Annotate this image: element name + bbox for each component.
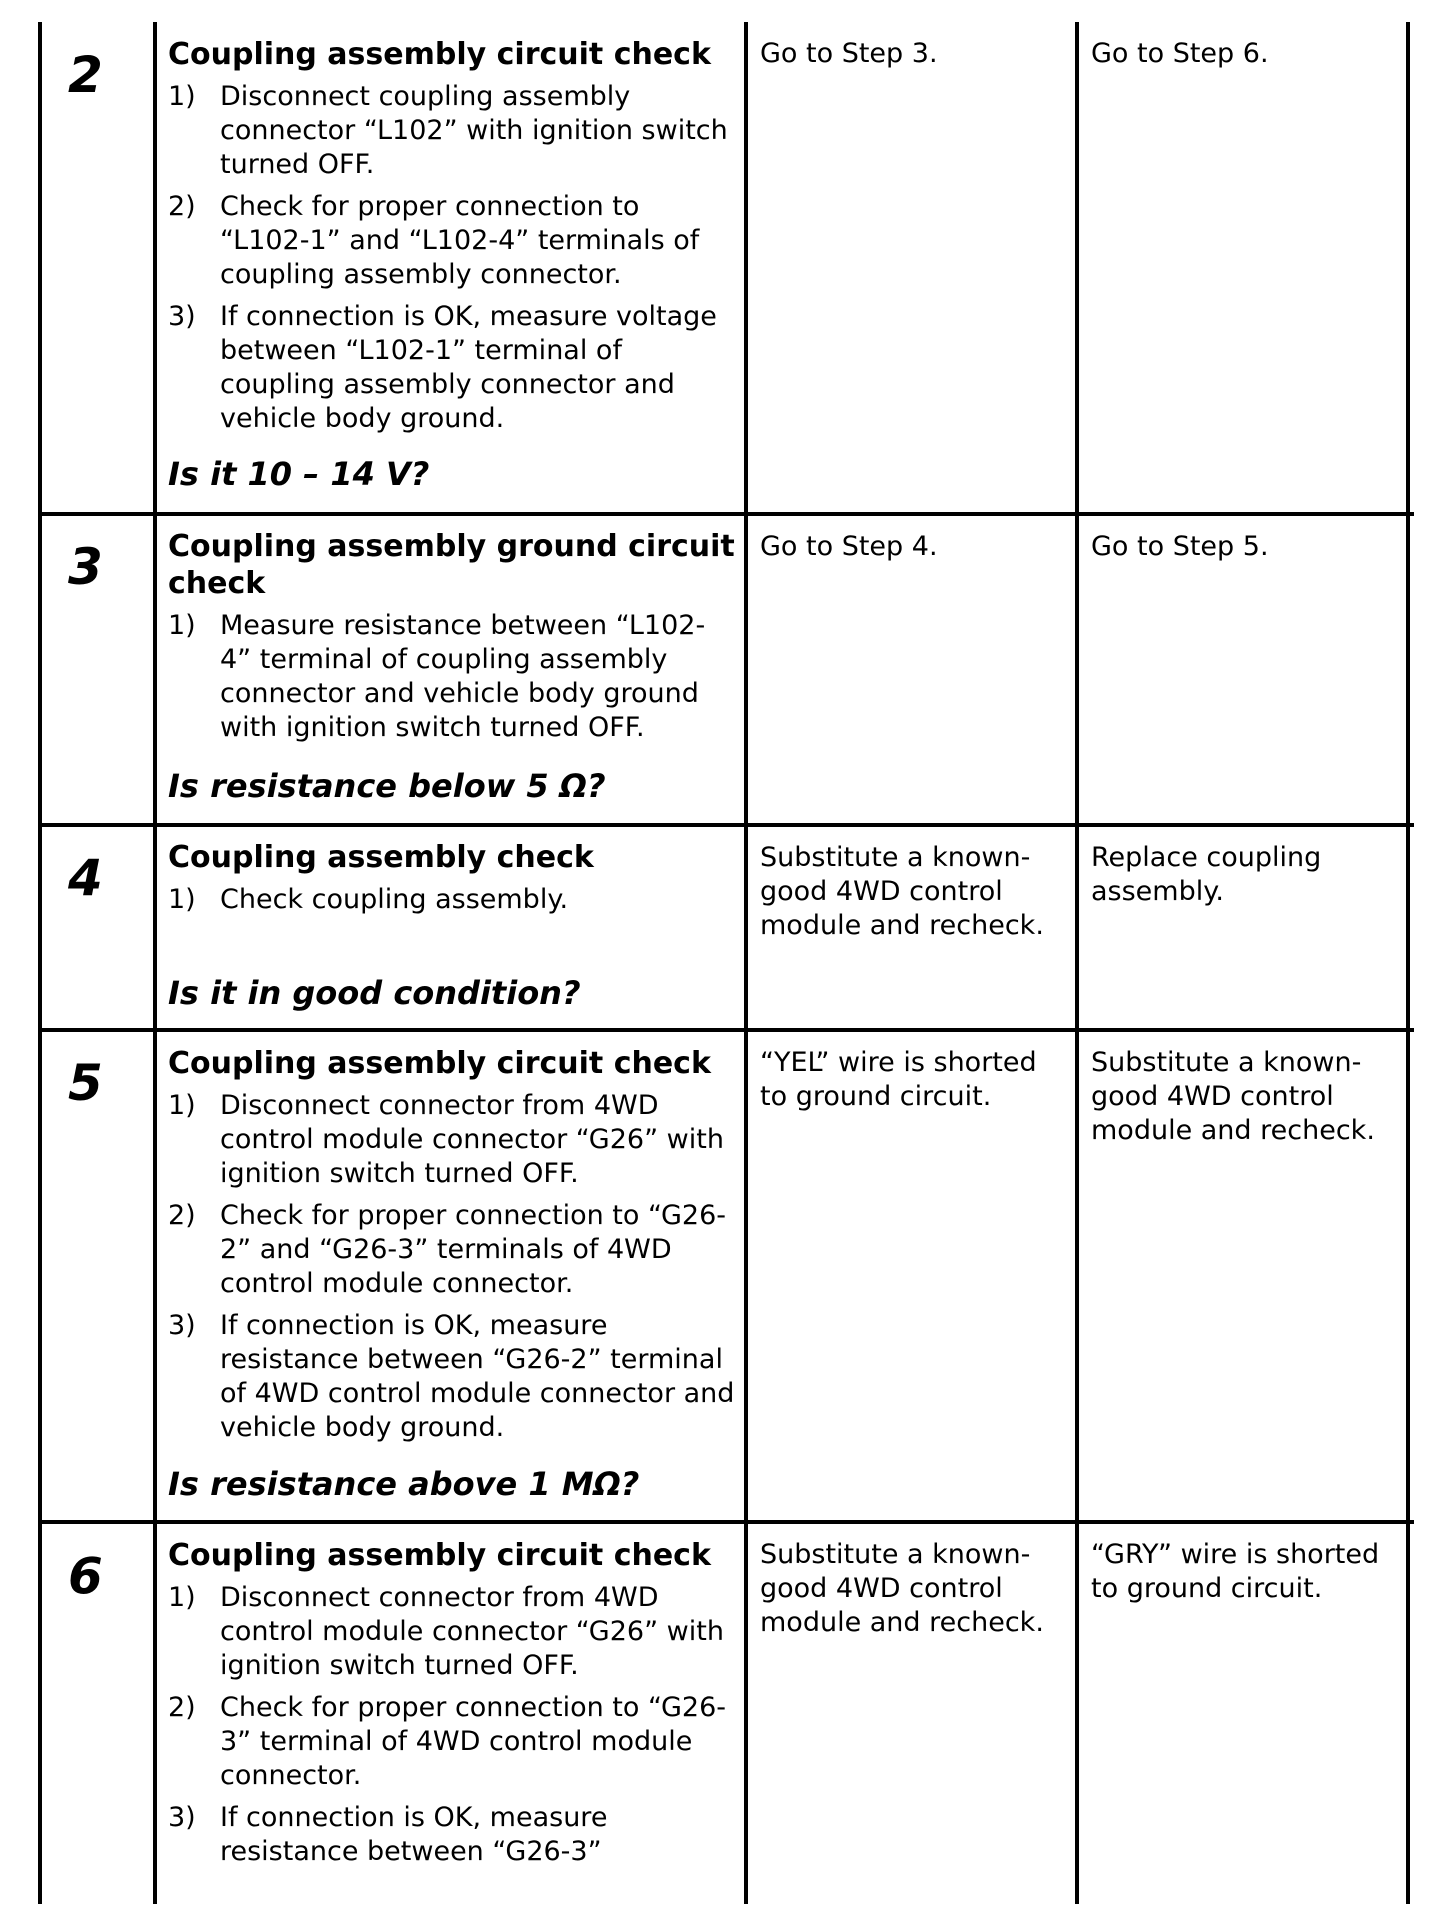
step-content: [168, 36, 736, 506]
list-item: 1) Disconnect connector from 4WD control module connector “G26” with ignition switch turned OFF.: [168, 1090, 724, 1189]
no-result: Go to Step 6.: [1091, 38, 1269, 69]
step-content: [168, 839, 736, 1019]
step-title: Coupling assembly check: [168, 840, 594, 875]
column-divider-step: [153, 22, 157, 1904]
step-number: 4: [68, 849, 103, 907]
step-title: Coupling assembly circuit check: [168, 1046, 711, 1081]
step-title: Coupling assembly circuit check: [168, 37, 711, 72]
table-border-left: [38, 22, 42, 1904]
instruction-list: [168, 883, 736, 917]
no-result: Substitute a known-good 4WD control module and recheck.: [1091, 1047, 1375, 1146]
list-item: 3) If connection is OK, measure resistance between “G26-2” terminal of 4WD control module connector and vehicle body ground.: [168, 1310, 735, 1443]
yes-result: Go to Step 3.: [760, 38, 938, 69]
step-content: [168, 528, 736, 818]
step-title: Coupling assembly ground circuit check: [168, 529, 735, 601]
no-result: Replace coupling assembly.: [1091, 842, 1322, 907]
list-item: 1) Disconnect connector from 4WD control module connector “G26” with ignition switch turned OFF.: [168, 1582, 724, 1681]
yes-result: Substitute a known-good 4WD control module and recheck.: [760, 842, 1044, 941]
list-item: 1) Measure resistance between “L102-4” terminal of coupling assembly connector and vehicle body ground with ignition switch turned OFF.: [168, 610, 706, 743]
row-divider: [38, 1028, 1414, 1032]
step-question: Is resistance below 5 Ω?: [168, 767, 606, 805]
row-divider: [38, 823, 1414, 827]
instruction-list: [168, 80, 736, 436]
yes-result: Substitute a known-good 4WD control module and recheck.: [760, 1539, 1044, 1638]
row-divider: [38, 1520, 1414, 1524]
list-item: 1) Disconnect coupling assembly connector “L102” with ignition switch turned OFF.: [168, 81, 728, 180]
table-border-right: [1406, 22, 1410, 1904]
no-result: “GRY” wire is shorted to ground circuit.: [1091, 1539, 1380, 1604]
step-question: Is it 10 – 14 V?: [168, 455, 430, 493]
column-divider-yes: [744, 22, 748, 1904]
list-item: 3) If connection is OK, measure voltage between “L102-1” terminal of coupling assembly connector and vehicle body ground.: [168, 301, 717, 434]
step-number: 2: [68, 46, 103, 104]
list-item: 1) Check coupling assembly.: [168, 884, 569, 915]
step-number: 3: [68, 538, 103, 596]
step-title: Coupling assembly circuit check: [168, 1538, 711, 1573]
step-number: 5: [68, 1054, 103, 1112]
instruction-list: [168, 1089, 736, 1445]
step-question: Is resistance above 1 MΩ?: [168, 1465, 640, 1503]
step-number: 6: [68, 1547, 103, 1605]
step-content: [168, 1537, 736, 1922]
row-divider: [38, 512, 1414, 516]
list-item: 2) Check for proper connection to “G26-2” and “G26-3” terminals of 4WD control module connector.: [168, 1200, 727, 1299]
instruction-list: [168, 1581, 736, 1869]
no-result: Go to Step 5.: [1091, 531, 1269, 562]
step-question: Is it in good condition?: [168, 974, 581, 1012]
step-content: [168, 1045, 736, 1515]
instruction-list: [168, 609, 736, 745]
list-item: 2) Check for proper connection to “G26-3” terminal of 4WD control module connector.: [168, 1692, 727, 1791]
column-divider-no: [1075, 22, 1079, 1904]
list-item: 3) If connection is OK, measure resistance between “G26-3”: [168, 1802, 608, 1867]
yes-result: Go to Step 4.: [760, 531, 938, 562]
list-item: 2) Check for proper connection to “L102-1” and “L102-4” terminals of coupling assembly connector.: [168, 191, 700, 290]
yes-result: “YEL” wire is shorted to ground circuit.: [760, 1047, 1037, 1112]
